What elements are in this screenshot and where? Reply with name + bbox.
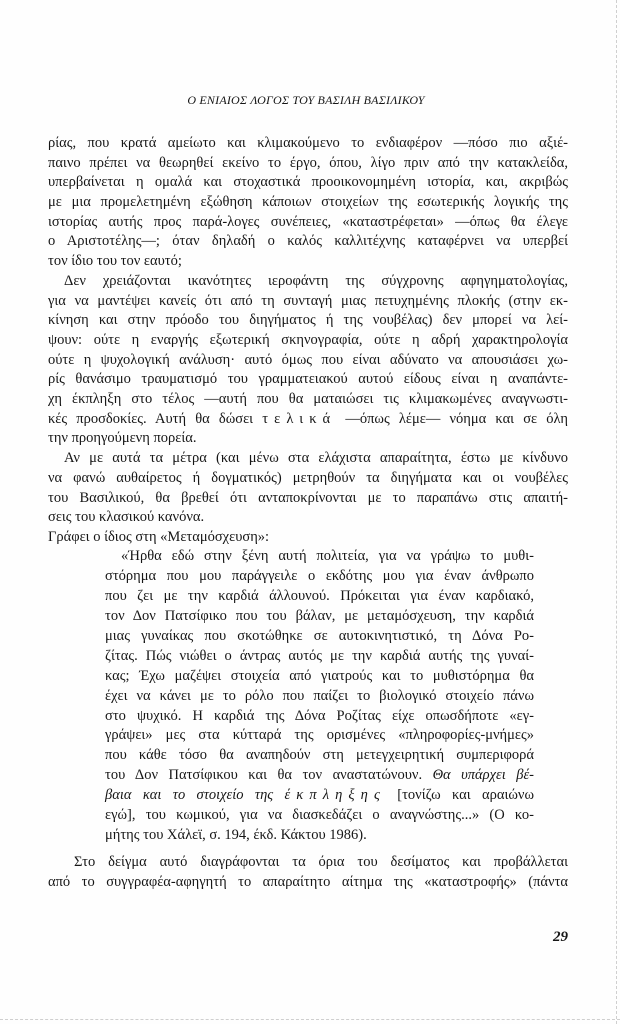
- quote-line: που κάθε τόσο θα αναπηδούν στη μετεγχειρητική συμπεριφορά: [105, 747, 534, 764]
- scan-edge-bottom: [0, 1019, 620, 1020]
- quote-line: εγώ], του κωμικού, για να διασκεδάζει ο αναγνώστης...» (Ο κο-: [105, 807, 534, 824]
- text-line: ιστορίας αυτής προς παρά-λογες συνέπειες, «καταστρέφεται» —όπως θα έλεγε: [48, 213, 568, 230]
- text-line: ούτε η ψυχολογική ανάλυση· αυτό όμως που είναι αδύνατο να απουσιάσει χω-: [48, 351, 568, 368]
- quote-line: [105, 786, 534, 806]
- quote-line: μήτης του Χάλεϊ, σ. 194, έκδ. Κάκτου 1986).: [105, 827, 367, 844]
- text-line: την προηγούμενη πορεία.: [48, 430, 197, 447]
- italic-run: βαια και το στοιχείο της: [105, 787, 285, 804]
- text-line: υπερβαίνεται η ομαλά και στοχαστικά προοικονομημένη ιστορία, και, ακριβώς: [48, 174, 568, 191]
- paragraph: [48, 852, 568, 892]
- text-line: Στο δείγμα αυτό διαγράφονται τα όρια του δεσίματος και προβάλλεται: [74, 854, 568, 870]
- paragraph: [48, 134, 568, 272]
- quote-line: που ζει με την καρδιά άλλουνού. Πρόκειται για έναν καρδιακό,: [105, 587, 534, 604]
- paragraph: [48, 272, 568, 449]
- text-run: του Δον Πατσίφικου και θα τον αναστατώνουν.: [105, 767, 433, 784]
- quote-line: έχει να κάνει με το ρόλο που παίζει το βιολογικό στοιχείο πάνω: [105, 687, 534, 704]
- text-line: Γράφει ο ίδιος στη «Μεταμόσχευση»:: [48, 529, 270, 545]
- text-run: [τονίζω και αραιώνω: [385, 787, 534, 804]
- quote-line: γράψει» μες στα κύτταρά της ορισμένες «πληροφορίες-μνήμες»: [105, 727, 534, 744]
- text-line: ο Αριστοτέλης—; όταν δηλαδή ο καλός καλλιτέχνης καταφέρνει να υπερβεί: [48, 233, 568, 250]
- text-line: χη έκπληξη στο τέλος —αυτή που θα ματαιώσει τις κλιμακωμένες αναγνωστι-: [48, 391, 568, 408]
- text-line: κίνηση και στην πρόοδο του διηγήματος ή της νουβέλας) δεν μπορεί να λεί-: [48, 312, 568, 329]
- quote-line: στο ψυχικό. Η καρδιά της Δόνα Ροζίτας είχε οπωσδήποτε «εγ-: [105, 707, 534, 724]
- letter-spaced-word: έκπληξης: [284, 787, 386, 804]
- quote-line: ζίτας. Πώς νιώθει ο άντρας αυτός με την καρδιά αυτής της γυναί-: [105, 647, 534, 664]
- text-line: για να μαντέψει κανείς ότι από τη συνταγή μιας πετυχημένης πλοκής (στην εκ-: [48, 292, 568, 309]
- block-quotation: [105, 547, 534, 846]
- page-number: 29: [553, 929, 568, 945]
- quote-line: [105, 766, 534, 786]
- text-line: Δεν χρειάζονται ικανότητες ιεροφάντη της σύγχρονης αφηγηματολογίας,: [64, 272, 568, 289]
- text-line: ρίας, που κρατά αμείωτο και κλιμακούμενο το ενδιαφέρον —πόσο πιο αξιέ-: [48, 135, 568, 151]
- paragraph: [48, 528, 568, 548]
- text-line: ψουν: ούτε η εναργής εξωτερική σκηνογραφία, ούτε η αδρή χαρακτηρολογία: [48, 331, 568, 348]
- quote-line: τον Δον Πατσίφικο που του βάλαν, με μεταμόσχευση, την καρδιά: [105, 607, 534, 624]
- quote-line: κας; Έχω μαζέψει στοιχεία από γιατρούς και το μυθιστόρημα θα: [105, 667, 534, 684]
- text-line: ρίς θανάσιμο τραυματισμό του γραμματειακού αυτού είδους είναι η αναπάντε-: [48, 371, 568, 388]
- quote-line: στόρημα που μου παράγγειλε ο εκδότης μου για έναν άνθρωπο: [105, 567, 534, 584]
- italic-run: Θα υπάρχει βέ-: [432, 767, 534, 784]
- text-line: [48, 410, 568, 430]
- text-run: —όπως λέμε— νόημα και σε όλη: [336, 410, 568, 427]
- text-line: παινο πρέπει να θεωρηθεί εκείνο το έργο, όπου, λίγο πριν από την κατακλείδα,: [48, 154, 568, 171]
- quote-line: «Ήρθα εδώ στην ξένη αυτή πολιτεία, για να γράψω το μυθι-: [121, 548, 534, 564]
- letter-spaced-word: τελικά: [262, 410, 337, 427]
- running-head: Ο ΕΝΙΑΙΟΣ ΛΟΓΟΣ ΤΟΥ ΒΑΣΙΛΗ ΒΑΣΙΛΙΚΟΥ: [187, 93, 425, 107]
- text-run: κές προσδοκίες. Αυτή θα δώσει: [48, 410, 263, 427]
- text-line: σεις του κλασικού κανόνα.: [48, 509, 205, 526]
- scan-edge-right: [616, 0, 617, 1024]
- paragraph: [48, 449, 568, 528]
- text-line: του Βασιλικού, θα βρεθεί ότι ανταποκρίνονται με το παραπάνω στις απαιτή-: [48, 489, 568, 506]
- text-line: από το συγγραφέα-αφηγητή το απαραίτητο αίτημα της «καταστροφής» (πάντα: [48, 874, 568, 890]
- text-line: με μια προμελετημένη εξώθηση κάποιων στοιχείων της εσωτερικής λογικής της: [48, 194, 568, 211]
- quote-line: μιας γυναίκας που σκοτώθηκε σε αυτοκινητιστικό, τη Δόνα Ρο-: [105, 627, 534, 644]
- text-line: τον ίδιο του τον εαυτό;: [48, 253, 182, 270]
- text-line: Αν με αυτά τα μέτρα (και μένω στα ελάχιστα απαραίτητα, έστω με κίνδυνο: [64, 450, 568, 467]
- text-line: να φανώ αυθαίρετος ή δογματικός) μετρηθούν τα διηγήματα και οι νουβέλες: [48, 469, 568, 486]
